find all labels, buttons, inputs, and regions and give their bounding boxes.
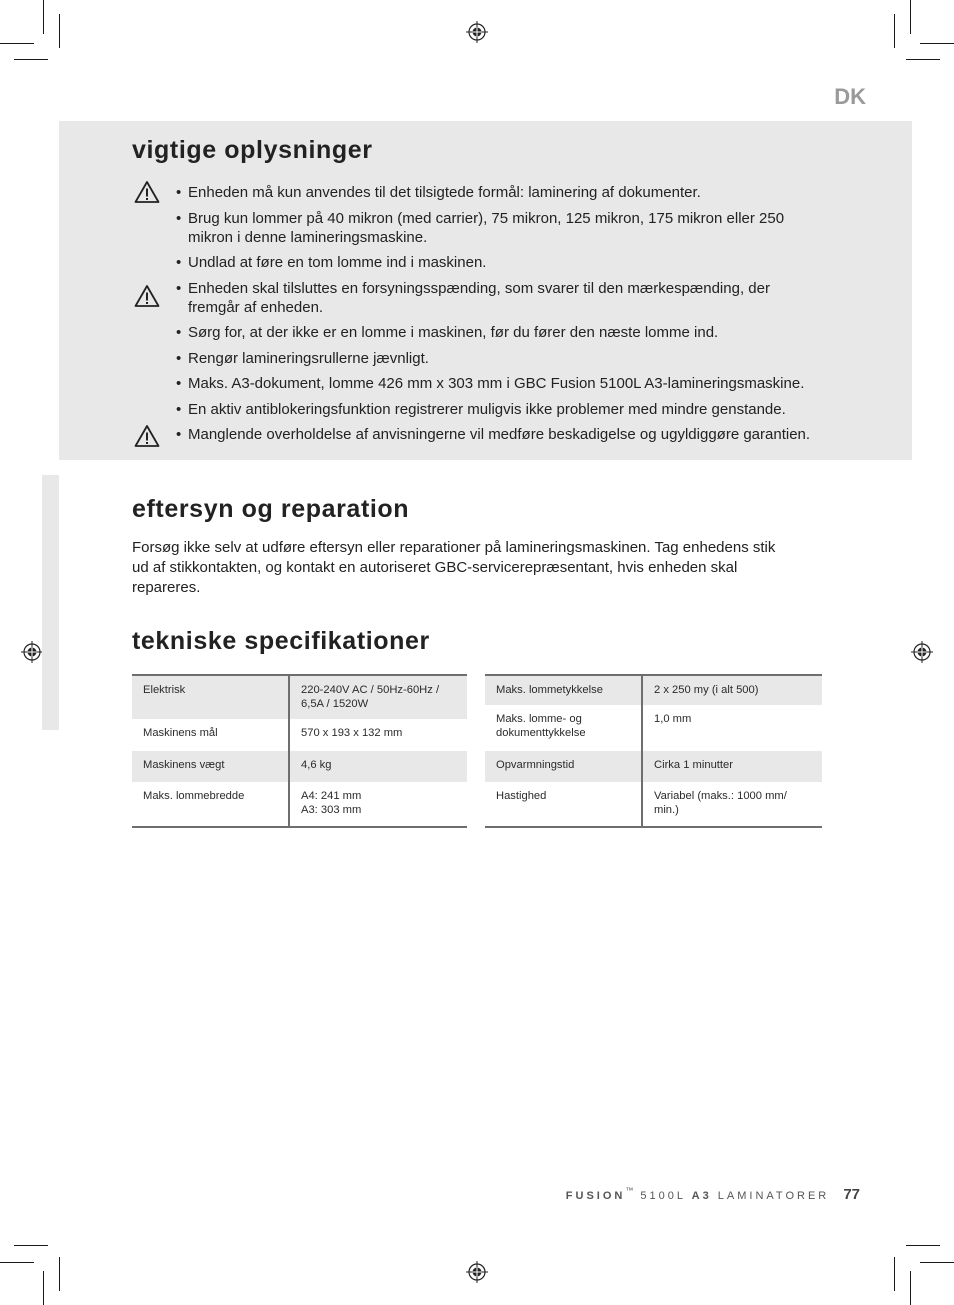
- list-item: • Sørg for, at der ikke er en lomme i maskinen, før du fører den næste lomme ind.: [176, 323, 876, 342]
- spec-label: Elektrisk: [132, 675, 289, 719]
- crop-mark: [920, 43, 954, 44]
- spec-value: 2 x 250 my (i alt 500): [642, 675, 822, 705]
- language-code: DK: [834, 84, 866, 109]
- spec-table-right: [485, 674, 822, 828]
- spec-value: 570 x 193 x 132 mm: [301, 727, 403, 739]
- table-row: [132, 751, 467, 782]
- specs-title: tekniske specifikationer: [132, 627, 430, 655]
- side-tab-strip: [42, 475, 59, 730]
- spec-label: Maks. lommetykkelse: [485, 675, 642, 705]
- crop-mark: [894, 1257, 895, 1291]
- table-row: [485, 675, 822, 705]
- crop-mark: [910, 1271, 911, 1305]
- table-row: [485, 705, 822, 751]
- spec-value: 1,0 mm: [654, 713, 692, 725]
- crop-mark: [43, 0, 44, 34]
- crop-mark: [14, 1245, 48, 1246]
- table-row: [132, 675, 467, 719]
- crop-mark: [910, 0, 911, 34]
- list-item: • Enheden må kun anvendes til det tilsigtede formål: laminering af dokumenter.: [176, 183, 796, 202]
- registration-mark-icon: [21, 641, 43, 663]
- list-item: • Undlad at føre en tom lomme ind i maskinen.: [176, 253, 796, 272]
- crop-mark: [43, 1271, 44, 1305]
- footer-size: A3: [691, 1190, 712, 1202]
- crop-mark: [59, 14, 60, 48]
- spec-value: Cirka 1 minutter: [642, 751, 822, 782]
- crop-mark: [0, 43, 34, 44]
- crop-mark: [906, 1245, 940, 1246]
- spec-value: A4: 241 mm A3: 303 mm: [301, 790, 362, 816]
- list-item: • Enheden skal tilsluttes en forsyningsspænding, som svarer til den mærkespænding, der fremgår af enheden.: [176, 279, 796, 317]
- footer-product: LAMINATORER: [717, 1190, 830, 1202]
- footer-model: 5100L: [640, 1190, 686, 1202]
- list-item: • Brug kun lommer på 40 mikron (med carrier), 75 mikron, 125 mikron, 175 mikron eller 250 mikron i denne lamineringsmaskine.: [176, 209, 796, 247]
- crop-mark: [14, 59, 48, 60]
- table-row: [485, 782, 822, 827]
- registration-mark-icon: [466, 21, 488, 43]
- spec-value: Variabel (maks.: 1000 mm/ min.): [654, 790, 787, 816]
- spec-label: Opvarmningstid: [485, 751, 642, 782]
- spec-label: Maks. lommebredde: [132, 782, 289, 827]
- table-row: [132, 782, 467, 827]
- spec-label: Maskinens vægt: [132, 751, 289, 782]
- footer-trademark: ™: [625, 1186, 635, 1195]
- table-row: [132, 719, 467, 751]
- crop-mark: [0, 1262, 34, 1263]
- footer-brand: FUSION: [565, 1190, 626, 1202]
- spec-value: 220-240V AC / 50Hz-60Hz / 6,5A / 1520W: [289, 675, 467, 719]
- service-text: Forsøg ikke selv at udføre eftersyn eller reparationer på lamineringsmaskinen. Tag enhedens stik ud af stikkontakten, og kontakt en autoriseret GBC-servicerepræsentant, hvis enheden skal repareres.: [132, 539, 776, 596]
- warning-icon: [134, 424, 160, 448]
- spec-table-left: [132, 674, 467, 828]
- table-row: [485, 751, 822, 782]
- list-item: • En aktiv antiblokeringsfunktion registrerer muligvis ikke problemer med mindre genstande.: [176, 400, 876, 419]
- registration-mark-icon: [911, 641, 933, 663]
- important-info-title: vigtige oplysninger: [132, 136, 373, 164]
- crop-mark: [906, 59, 940, 60]
- page-footer: [566, 1186, 860, 1203]
- spec-label: Maks. lomme- og dokumenttykkelse: [485, 705, 642, 751]
- crop-mark: [920, 1262, 954, 1263]
- important-info-list: [176, 183, 876, 451]
- registration-mark-icon: [466, 1261, 488, 1283]
- crop-mark: [894, 14, 895, 48]
- warning-icon: [134, 284, 160, 308]
- crop-mark: [59, 1257, 60, 1291]
- warning-icon: [134, 180, 160, 204]
- spec-label: Maskinens mål: [132, 719, 289, 751]
- page-number: 77: [843, 1186, 860, 1203]
- list-item: • Manglende overholdelse af anvisningerne vil medføre beskadigelse og ugyldiggøre garantien.: [176, 425, 876, 444]
- list-item: • Maks. A3-dokument, lomme 426 mm x 303 mm i GBC Fusion 5100L A3-lamineringsmaskine.: [176, 374, 876, 393]
- service-title: eftersyn og reparation: [132, 495, 410, 523]
- spec-label: Hastighed: [485, 782, 642, 827]
- spec-value: 4,6 kg: [289, 751, 467, 782]
- list-item: • Rengør lamineringsrullerne jævnligt.: [176, 349, 876, 368]
